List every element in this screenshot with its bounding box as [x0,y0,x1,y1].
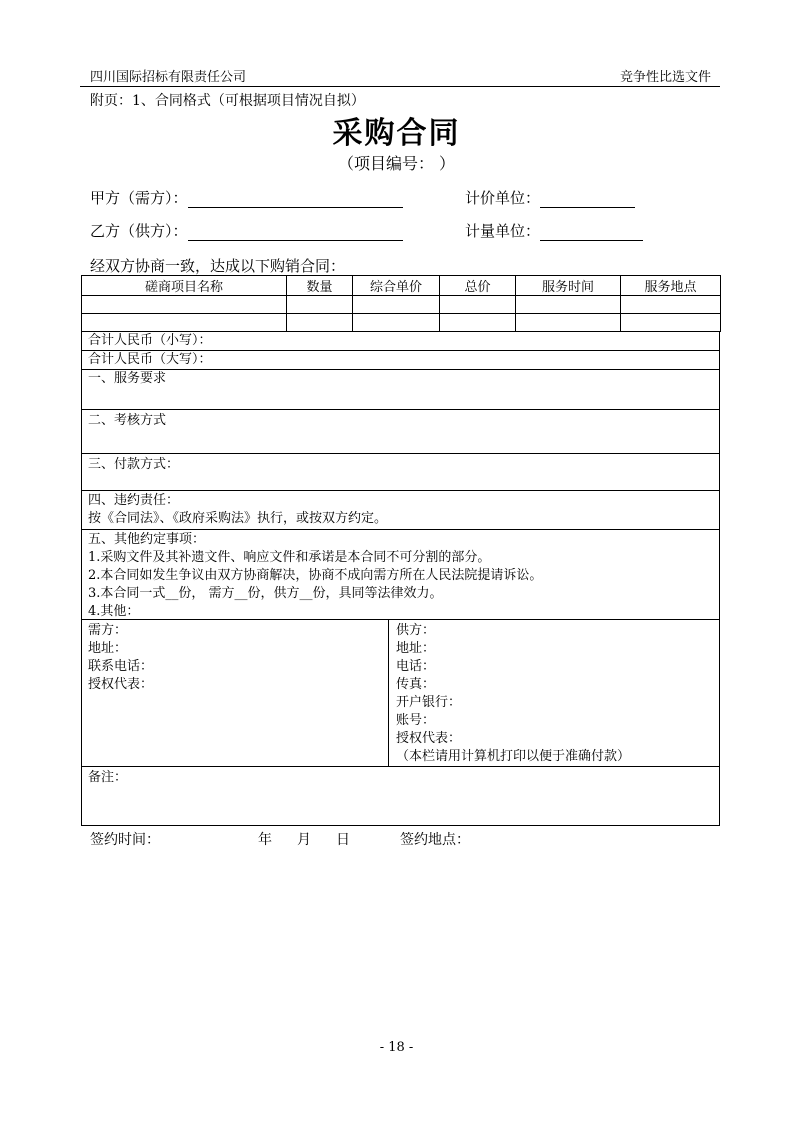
col-header-service-time: 服务时间 [516,276,621,296]
assessment-label: 二、考核方式 [88,413,167,428]
payment-section [81,453,720,491]
project-number: （项目编号： ） [337,154,456,173]
supplier-address-label: 地址： [396,641,436,656]
signature-block [81,619,720,767]
col-header-total: 总价 [440,276,516,296]
other-terms-section [81,529,720,620]
payment-label: 三、付款方式： [88,457,180,472]
qty-unit-label: 计量单位： [465,222,541,240]
other-term-3: 3.本合同一式__份， 需方__份，供方__份，具同等法律效力。 [88,586,443,601]
header-doc-type: 竞争性比选文件 [620,70,712,85]
supplier-fax-label: 传真： [396,677,436,692]
table-row [82,314,721,332]
total-big-label: 合计人民币（大写）： [88,352,212,367]
sign-year: 年 [258,832,272,848]
col-header-name: 磋商项目名称 [82,276,287,296]
party-b-label: 乙方（供方）： [90,222,188,240]
party-a-field[interactable] [188,193,403,208]
price-unit-field[interactable] [540,193,635,208]
buyer-address-label: 地址： [88,641,128,656]
buyer-rep-label: 授权代表： [88,677,154,692]
table-cell[interactable] [440,296,516,314]
party-b-field[interactable] [188,226,403,241]
remark-section [81,766,720,826]
sign-day: 日 [336,832,350,848]
table-cell[interactable] [82,314,287,332]
liability-title: 四、违约责任： [88,493,180,508]
supplier-phone-label: 电话： [396,659,436,674]
sign-time-label: 签约时间： [90,832,160,848]
liability-text: 按《合同法》、《政府采购法》执行，或按双方约定。 [88,511,388,526]
table-cell[interactable] [516,296,621,314]
assessment-section [81,409,720,454]
qty-unit-field[interactable] [540,226,643,241]
header-divider [80,86,720,87]
table-cell[interactable] [621,314,721,332]
total-small-row [81,331,720,351]
intro-text: 经双方协商一致，达成以下购销合同： [90,257,346,275]
table-cell[interactable] [353,314,440,332]
liability-section [81,490,720,530]
remark-label: 备注： [88,770,128,785]
items-table [81,275,721,332]
other-term-4: 4.其他： [88,604,140,619]
table-cell[interactable] [516,314,621,332]
other-terms-title: 五、其他约定事项： [88,532,206,547]
table-cell[interactable] [287,296,353,314]
sign-month: 月 [297,832,311,848]
supplier-column [396,622,630,766]
table-cell[interactable] [82,296,287,314]
header-company: 四川国际招标有限责任公司 [90,70,247,85]
table-cell[interactable] [621,296,721,314]
service-requirement-section [81,369,720,410]
sign-place-label: 签约地点： [400,832,470,848]
party-a-row [90,187,403,208]
contract-title: 采购合同 [332,116,461,151]
supplier-account-label: 账号： [396,713,436,728]
col-header-qty: 数量 [287,276,353,296]
price-unit-label: 计价单位： [465,189,541,207]
col-header-service-place: 服务地点 [621,276,721,296]
other-term-2: 2.本合同如发生争议由双方协商解决，协商不成向需方所在人民法院提请诉讼。 [88,568,543,583]
party-a-label: 甲方（需方）： [90,189,188,207]
buyer-column [88,622,153,694]
price-unit-row [465,187,635,208]
signature-divider [388,620,389,766]
supplier-bank-label: 开户银行： [396,695,462,710]
buyer-name-label: 需方： [88,623,128,638]
supplier-rep-label: 授权代表： [396,731,462,746]
total-small-label: 合计人民币（小写）： [88,333,212,348]
qty-unit-row [465,220,643,241]
supplier-note: （本栏请用计算机打印以便于准确付款） [396,749,631,764]
col-header-unit-price: 综合单价 [353,276,440,296]
table-cell[interactable] [353,296,440,314]
table-cell[interactable] [287,314,353,332]
party-b-row [90,220,403,241]
table-cell[interactable] [440,314,516,332]
supplier-name-label: 供方： [396,623,436,638]
other-term-1: 1.采购文件及其补遗文件、响应文件和承诺是本合同不可分割的部分。 [88,550,491,565]
items-header-row [82,276,721,296]
table-row [82,296,721,314]
page-number: - 18 - [379,1040,414,1055]
appendix-note: 附页：1、合同格式（可根据项目情况自拟） [90,93,365,109]
service-requirement-label: 一、服务要求 [88,371,167,386]
total-big-row [81,350,720,370]
buyer-phone-label: 联系电话： [88,659,154,674]
